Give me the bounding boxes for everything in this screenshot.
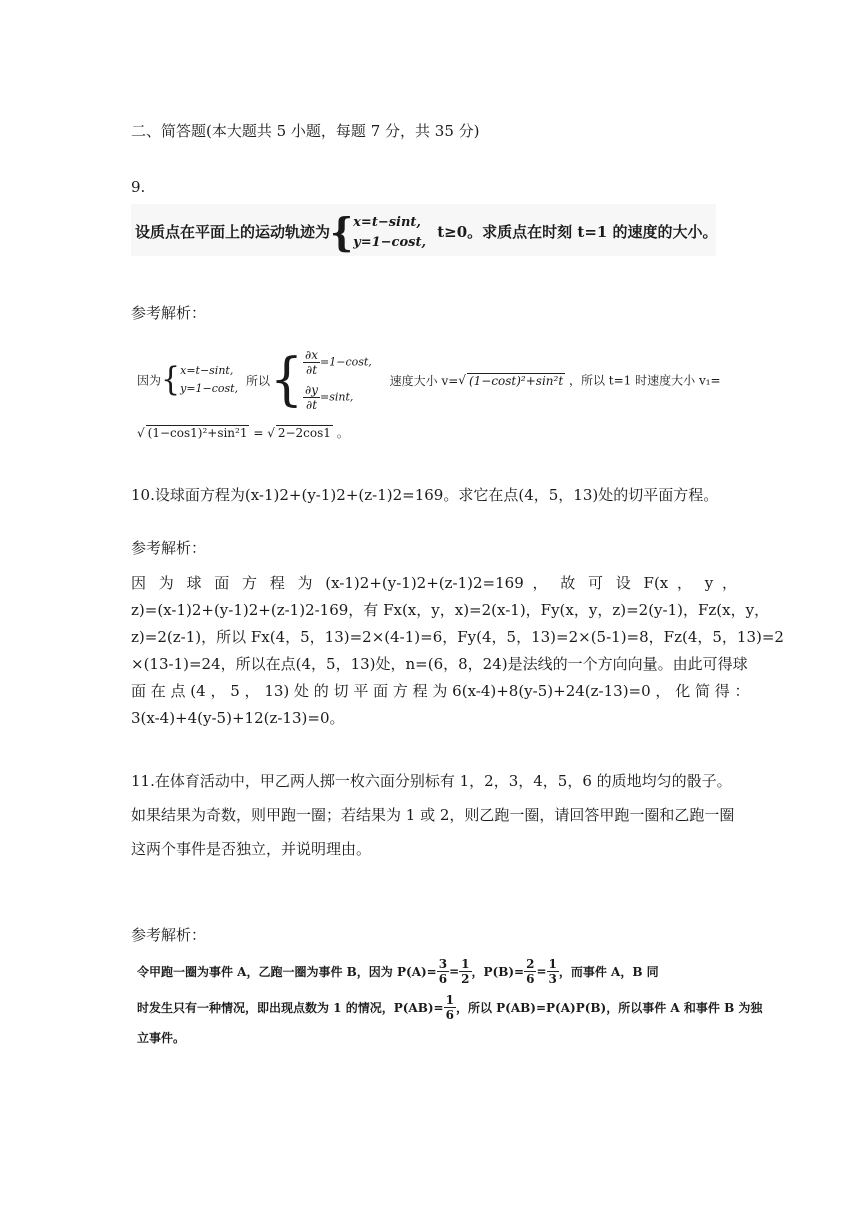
q11-ans-line1-c: ，而事件 A，B 同 — [558, 965, 659, 979]
q11-answer-label: 参考解析： — [131, 926, 207, 944]
f3-num: 2 — [526, 957, 535, 971]
eq-sign: = — [536, 964, 547, 979]
q10-answer-body — [131, 570, 784, 732]
q9-stem-suffix: t≥0。求质点在时刻 t=1 的速度的大小。 — [437, 223, 718, 241]
question-11-line: 11.在体育活动中，甲乙两人掷一枚六面分别标有 1，2，3，4，5，6 的质地均匀的骰子。 — [131, 772, 732, 790]
q9-stem-prefix: 设质点在平面上的运动轨迹为 — [135, 223, 331, 241]
q9-ans-so: 所以 — [245, 373, 270, 388]
dy-rhs: =sint, — [320, 390, 354, 404]
q11-ans-line1-a: 令甲跑一圈为事件 A，乙跑一圈为事件 B，因为 P(A)= — [137, 965, 437, 979]
q10-answer-line: 因 为 球 面 方 程 为 (x-1)2+(y-1)2+(z-1)2=169 ， 故 可 设 F(x ， y ， — [131, 574, 737, 592]
q9-final-sqrt2: 2−2cos1 — [277, 426, 331, 440]
q9-final-end: 。 — [336, 426, 349, 440]
f1-num: 3 — [438, 957, 448, 971]
q10-answer-line: z)=(x-1)2+(y-1)2+(z-1)2-169，有 Fx(x，y，x)=2(x-1)，Fy(x，y，z)=2(y-1)，Fz(x，y， — [131, 601, 770, 619]
q9-answer-label: 参考解析： — [131, 304, 207, 322]
q10-answer-line: 面 在 点 (4 ， 5 ， 13) 处 的 切 平 面 方 程 为 6(x-4)+8(y-5)+24(z-13)=0 ， 化 简 得 ： — [131, 682, 750, 700]
q10-answer-line: 3(x-4)+4(y-5)+12(z-13)=0。 — [131, 709, 345, 727]
f5-num: 1 — [445, 993, 454, 1007]
left-brace-icon: { — [269, 347, 304, 413]
left-brace-icon: { — [330, 209, 354, 257]
question-9-number: 9. — [131, 178, 146, 196]
question-11-line: 这两个事件是否独立，并说明理由。 — [131, 840, 372, 858]
q10-answer-label: 参考解析： — [131, 539, 207, 557]
dx-denominator: ∂t — [306, 363, 318, 377]
q9-final-sqrt1: (1−cos1)²+sin²1 — [147, 426, 248, 440]
q9-ans-eq1: x=t−sint, — [180, 364, 234, 377]
q9-final-eq: = — [253, 426, 264, 440]
q9-eq1: x=t−sint, — [353, 215, 421, 230]
dx-rhs: =1−cost, — [320, 355, 372, 369]
eq-sign: = — [449, 964, 460, 979]
dy-denominator: ∂t — [306, 398, 318, 412]
q11-ans-line2-b: ，所以 P(AB)=P(A)P(B)，所以事件 A 和事件 B 为独 — [455, 1001, 763, 1015]
q9-eq2: y=1−cost, — [353, 235, 426, 250]
question-9-stem-image — [131, 204, 716, 256]
q10-answer-line: z)=2(z-1)，所以 Fx(4，5，13)=2×(4-1)=6，Fy(4，5，13)=2×(5-1)=8，Fz(4，5，13)=2 — [131, 628, 784, 646]
question-11-line: 如果结果为奇数，则甲跑一圈；若结果为 1 或 2，则乙跑一圈，请回答甲跑一圈和乙跑一圈 — [131, 806, 735, 824]
q11-ans-line2-a: 时发生只有一种情况，即出现点数为 1 的情况，P(AB)= — [137, 1001, 444, 1015]
q9-ans-eq2: y=1−cost, — [180, 382, 239, 395]
dx-numerator: ∂x — [305, 348, 319, 362]
q9-t1-text: ，所以 t=1 时速度大小 v₁= — [568, 373, 721, 388]
f2-num: 1 — [461, 957, 470, 971]
left-brace-icon: { — [161, 360, 181, 399]
section-title: 二、简答题(本大题共 5 小题，每题 7 分，共 35 分) — [131, 122, 480, 140]
dy-numerator: ∂y — [305, 383, 319, 397]
f2-den: 2 — [461, 972, 470, 986]
f4-den: 3 — [548, 972, 557, 986]
f5-den: 6 — [445, 1008, 454, 1022]
q11-ans-line1-b: ，P(B)= — [471, 965, 525, 979]
q9-speed-text: 速度大小 v= — [389, 373, 459, 388]
q9-ans-because: 因为 — [137, 373, 162, 388]
f3-den: 6 — [526, 972, 535, 986]
q10-answer-line: ×(13-1)=24，所以在点(4，5，13)处，n=(6，8，24)是法线的一个方向向量。由此可得球 — [131, 655, 748, 673]
q9-speed-sqrt: (1−cost)²+sin²t — [468, 373, 564, 388]
question-10-stem: 10.设球面方程为(x-1)2+(y-1)2+(z-1)2=169。求它在点(4，5，13)处的切平面方程。 — [131, 486, 719, 504]
f1-den: 6 — [438, 972, 448, 986]
q11-ans-line3: 立事件。 — [137, 1031, 186, 1045]
q11-answer-image — [131, 955, 763, 1050]
q9-answer-image: 因为{ x=t−sint, y=1−cost, 所以{ $\frac{\partial x}{\partial t}$ =1−cost, $\frac{\partial y}{\partial t}$ =sint, 速度大小 v=√ (1−cost)²+sin²t ，所以 t=1 时速度大小 v₁= √ (1−cos1)²+sin²1 = √ 2−2cos1 。 — [131, 338, 691, 448]
f4-num: 1 — [548, 957, 557, 971]
